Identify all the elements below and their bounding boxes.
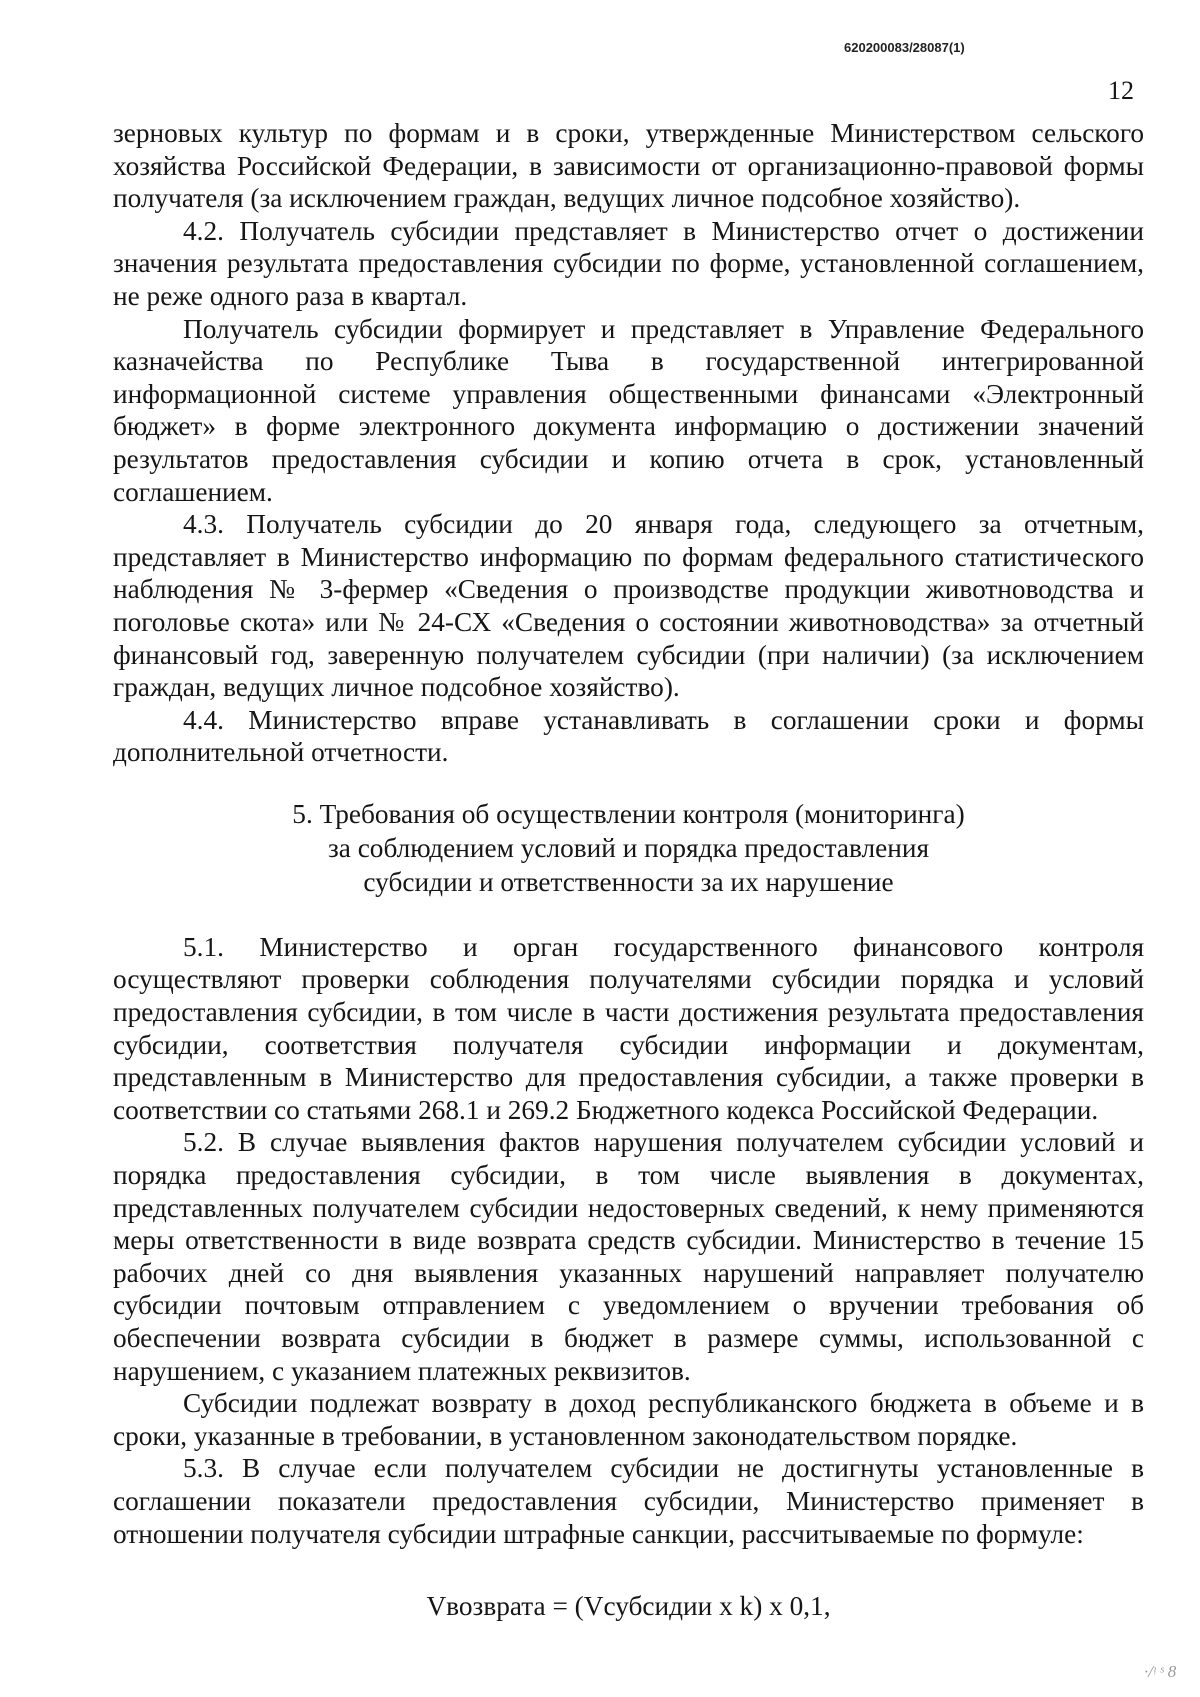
document-body — [113, 117, 1144, 1623]
penalty-formula: Vвозврата = (Vсубсидии x k) x 0,1, — [426, 1591, 831, 1622]
paragraph-5-1: 5.1. Министерство и орган государственного финансового контроля осуществляют проверки соблюдения получателями субсидии порядка и условий предоставления субсидии, в том числе в части достижения результата предоставления субсидии, соответствия получателя субсидии информации и документам, представленным в Министерство для предоставления субсидии, а также проверки в соответствии со статьями 268.1 и 269.2 Бюджетного кодекса Российской Федерации. — [113, 931, 1144, 1125]
section-heading-line-2: за соблюдением условий и порядка предоставления — [327, 832, 930, 863]
paragraph-5-2-refund: Субсидии подлежат возврату в доход республиканского бюджета в объеме и в сроки, указанные в требовании, в установленном законодательством порядке. — [113, 1388, 1144, 1451]
page-number: 12 — [1108, 76, 1134, 105]
paragraph-continuation: зерновых культур по формам и в сроки, утвержденные Министерством сельского хозяйства Российской Федерации, в зависимости от организационно-правовой формы получателя (за исключением граждан, ведущих личное подсобное хозяйство). — [113, 118, 1144, 214]
section-heading-line-3: субсидии и ответственности за их нарушение — [363, 866, 894, 897]
paragraph-4-2-electronic-report: Получатель субсидии формирует и представляет в Управление Федерального казначейства по Республике Тыва в государственной интегрированной информационной системе управления общественными финансами «Электронный бюджет» в форме электронного документа информацию о достижении значений результатов предоставления субсидии и копию отчета в срок, установленный соглашением. — [113, 313, 1144, 507]
section-heading-line-1: 5. Требования об осуществлении контроля (мониторинга) — [292, 798, 965, 829]
paragraph-5-2: 5.2. В случае выявления фактов нарушения получателем субсидии условий и порядка предоставления субсидии, в том числе выявления в документах, представленных получателем субсидии недостоверных сведений, к нему применяются меры ответственности в виде возврата средств субсидии. Министерство в течение 15 рабочих дней со дня выявления указанных нарушений направляет получателю субсидии почтовым отправлением с уведомлением о вручении требования об обеспечении возврата субсидии в бюджет в размере суммы, использованной с нарушением, с указанием платежных реквизитов. — [113, 1127, 1144, 1386]
paragraph-4-3: 4.3. Получатель субсидии до 20 января года, следующего за отчетным, представляет в Министерство информацию по формам федерального статистического наблюдения № 3-фермер «Сведения о производстве продукции животноводства и поголовье скота» или № 24-СХ «Сведения о состоянии животноводства» за отчетный финансовый год, заверенную получателем субсидии (при наличии) (за исключением граждан, ведущих личное подсобное хозяйство). — [113, 509, 1144, 703]
section-5-heading — [113, 797, 1144, 899]
paragraph-5-3: 5.3. В случае если получателем субсидии не достигнуты установленные в соглашении показатели предоставления субсидии, Министерство применяет в отношении получателя субсидии штрафные санкции, рассчитываемые по формуле: — [113, 1453, 1144, 1549]
paragraph-4-4: 4.4. Министерство вправе устанавливать в соглашении сроки и формы дополнительной отчетности. — [113, 704, 1144, 768]
paragraph-4-2: 4.2. Получатель субсидии представляет в Министерство отчет о достижении значения результата предоставления субсидии по форме, установленной соглашением, не реже одного раза в квартал. — [113, 215, 1144, 311]
document-code: 620200083/28087(1) — [844, 40, 965, 55]
handwritten-corner-mark: ·/ᵎ ˢ 8 — [1144, 1662, 1177, 1681]
